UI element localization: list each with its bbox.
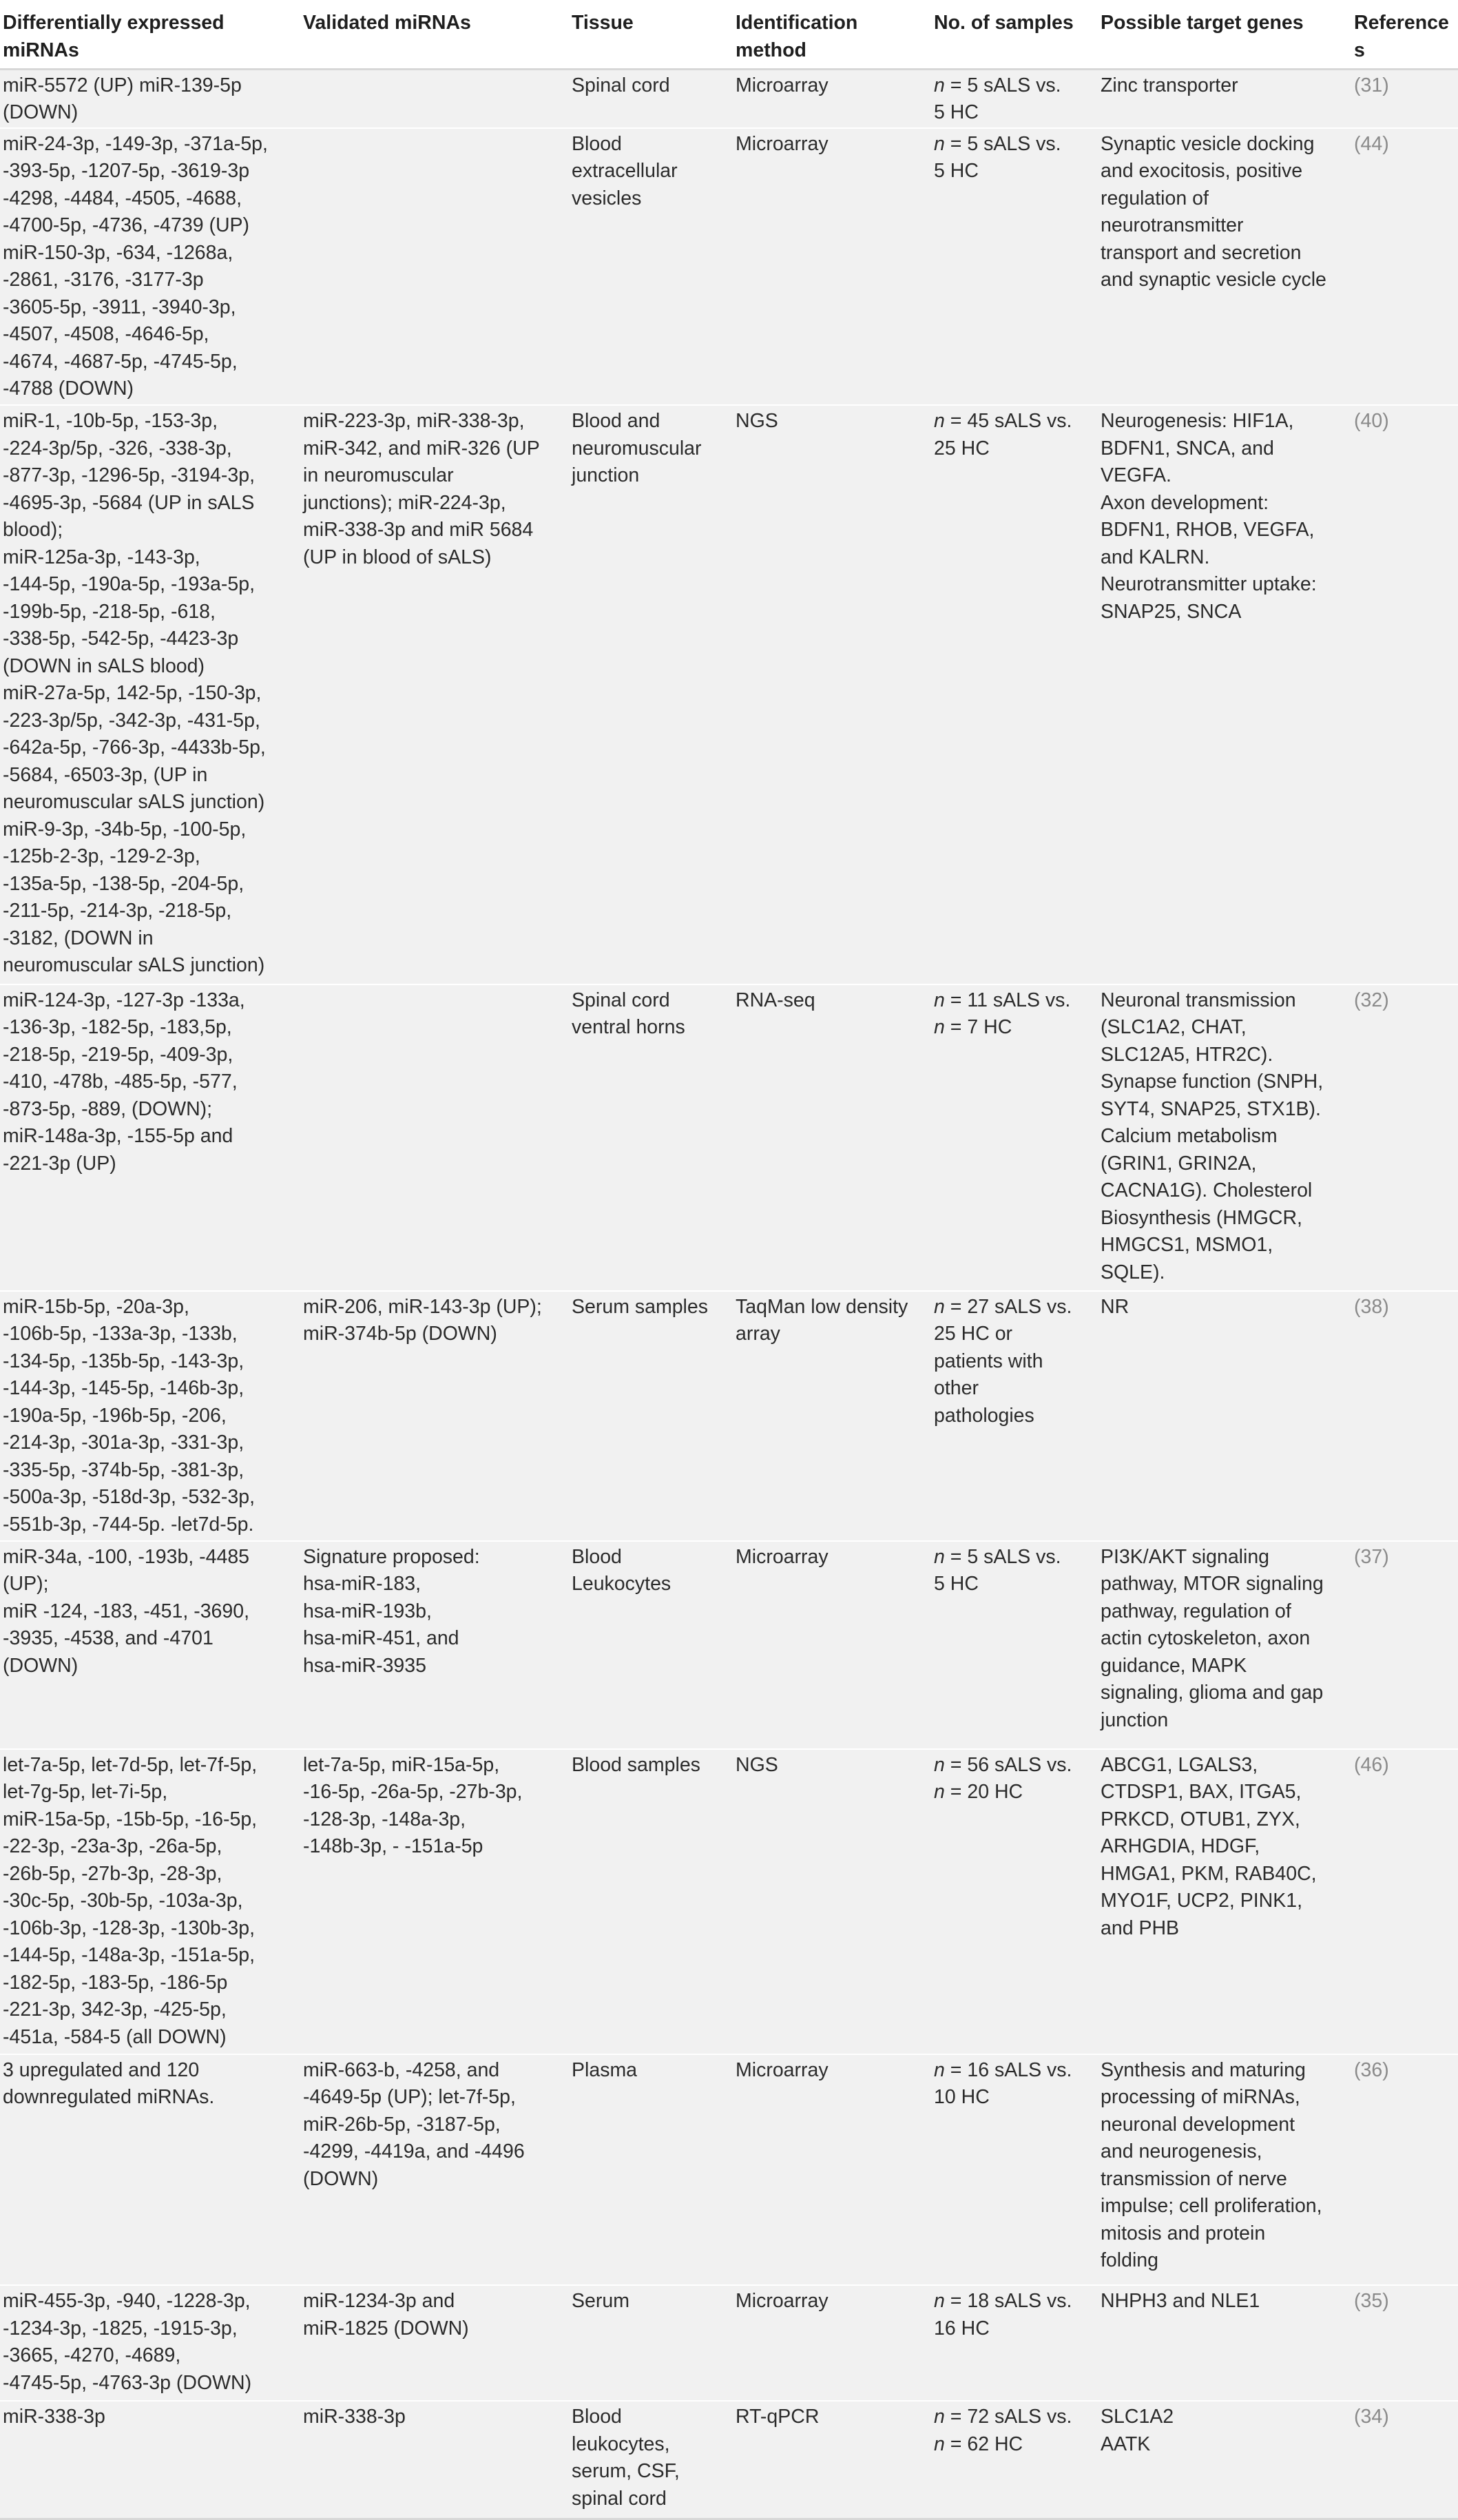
mirnas-cell: miR-15b-5p, -20a-3p, -106b-5p, -133a-3p, -133b, -134-5p, -135b-5p, -143-3p, -144-3p, -145-5p, -146b-3p, -190a-5p, -196b-5p, -206, -214-3p, -301a-3p, -331-3p, -335-5p, -374b-5p, -381-3p, -500a-3p, -518d-3p, -532-3p, -551b-3p, -744-5p. -let7d-5p. [0, 1291, 300, 1541]
table-row [0, 405, 1458, 984]
n-symbol: n [934, 74, 945, 96]
n-symbol: n [934, 2433, 945, 2455]
samples-cell [931, 1291, 1098, 1541]
reference-link[interactable]: (46) [1351, 1749, 1458, 2054]
samples-text: = 5 sALS vs. 5 HC [934, 132, 1061, 183]
table-row [0, 128, 1458, 406]
header-identification-method: Identification method [733, 0, 931, 69]
n-symbol: n [934, 2058, 945, 2081]
validated-cell: miR-338-3p [300, 2401, 569, 2519]
table-row [0, 2401, 1458, 2519]
validated-cell: miR-1234-3p and miR-1825 (DOWN) [300, 2285, 569, 2401]
validated-cell: miR-206, miR-143-3p (UP); miR-374b-5p (DOWN) [300, 1291, 569, 1541]
method-cell: Microarray [733, 1541, 931, 1749]
samples-text: = 27 sALS vs. 25 HC or patients with other pathologies [934, 1295, 1072, 1427]
mirnas-cell: miR-338-3p [0, 2401, 300, 2519]
n-symbol: n [934, 2406, 945, 2428]
table-row [0, 1291, 1458, 1541]
targets-cell: Neurogenesis: HIF1A, BDFN1, SNCA, and VEGFA. Axon development: BDFN1, RHOB, VEGFA, and KALRN. Neurotransmitter uptake: SNAP25, SNCA [1098, 405, 1351, 984]
table-row [0, 2285, 1458, 2401]
header-references: References [1351, 0, 1458, 69]
method-cell: NGS [733, 1749, 931, 2054]
mirnas-cell: miR-34a, -100, -193b, -4485 (UP); miR -124, -183, -451, -3690, -3935, -4538, and -4701 (DOWN) [0, 1541, 300, 1749]
n-symbol: n [934, 1545, 945, 1568]
reference-link[interactable]: (40) [1351, 405, 1458, 984]
validated-cell [300, 984, 569, 1291]
mirnas-cell: let-7a-5p, let-7d-5p, let-7f-5p, let-7g-5p, let-7i-5p, miR-15a-5p, -15b-5p, -16-5p, -22-3p, -23a-3p, -26a-5p, -26b-5p, -27b-3p, -28-3p, -30c-5p, -30b-5p, -103a-3p, -106b-3p, -128-3p, -130b-3p, -144-5p, -148a-3p, -151a-5p, -182-5p, -183-5p, -186-5p -221-3p, 342-3p, -425-5p, -451a, -584-5 (all DOWN) [0, 1749, 300, 2054]
header-differentially-expressed: Differentially expressed miRNAs [0, 0, 300, 69]
samples-cell [931, 405, 1098, 984]
mirnas-cell: miR-455-3p, -940, -1228-3p, -1234-3p, -1825, -1915-3p, -3665, -4270, -4689, -4745-5p, -4763-3p (DOWN) [0, 2285, 300, 2401]
samples-text: = 7 HC [944, 1016, 1012, 1039]
reference-link[interactable]: (36) [1351, 2054, 1458, 2285]
tissue-cell: Blood leukocytes, serum, CSF, spinal cord [569, 2401, 733, 2519]
tissue-cell: Spinal cord ventral horns [569, 984, 733, 1291]
table-row [0, 1749, 1458, 2054]
tissue-cell: Spinal cord [569, 69, 733, 128]
n-symbol: n [934, 989, 945, 1011]
samples-cell [931, 984, 1098, 1291]
method-cell: Microarray [733, 69, 931, 128]
n-symbol: n [934, 1016, 945, 1039]
validated-cell: miR-223-3p, miR-338-3p, miR-342, and miR-326 (UP in neuromuscular junctions); miR-224-3p, miR-338-3p and miR 5684 (UP in blood of sALS) [300, 405, 569, 984]
reference-link[interactable]: (34) [1351, 2401, 1458, 2519]
samples-cell [931, 2285, 1098, 2401]
samples-text: = 62 HC [944, 2433, 1023, 2455]
n-symbol: n [934, 2290, 945, 2313]
table-row [0, 984, 1458, 1291]
mirnas-cell: miR-1, -10b-5p, -153-3p, -224-3p/5p, -326, -338-3p, -877-3p, -1296-5p, -3194-3p, -4695-3p, -5684 (UP in sALS blood); miR-125a-3p, -143-3p, -144-5p, -190a-5p, -193a-5p, -199b-5p, -218-5p, -618, -338-5p, -542-5p, -4423-3p (DOWN in sALS blood) miR-27a-5p, 142-5p, -150-3p, -223-3p/5p, -342-3p, -431-5p, -642a-5p, -766-3p, -4433b-5p, -5684, -6503-3p, (UP in neuromuscular sALS junction) miR-9-3p, -34b-5p, -100-5p, -125b-2-3p, -129-2-3p, -135a-5p, -138-5p, -204-5p, -211-5p, -214-3p, -218-5p, -3182, (DOWN in neuromuscular sALS junction) [0, 405, 300, 984]
table-row [0, 1541, 1458, 1749]
samples-text: = 5 sALS vs. 5 HC [934, 74, 1061, 123]
table-row [0, 2054, 1458, 2285]
method-cell: Microarray [733, 2285, 931, 2401]
samples-text: = 18 sALS vs. 16 HC [934, 2290, 1072, 2340]
method-cell: RT-qPCR [733, 2401, 931, 2519]
table-body [0, 69, 1458, 2519]
reference-link[interactable]: (35) [1351, 2285, 1458, 2401]
tissue-cell: Blood samples [569, 1749, 733, 2054]
method-cell: Microarray [733, 2054, 931, 2285]
tissue-cell: Blood Leukocytes [569, 1541, 733, 1749]
targets-cell: Synaptic vesicle docking and exocitosis, positive regulation of neurotransmitter transport and secretion and synaptic vesicle cycle [1098, 128, 1351, 406]
n-symbol: n [934, 132, 945, 155]
method-cell: Microarray [733, 128, 931, 406]
reference-link[interactable]: (31) [1351, 69, 1458, 128]
tissue-cell: Blood extracellular vesicles [569, 128, 733, 406]
targets-cell: NHPH3 and NLE1 [1098, 2285, 1351, 2401]
samples-text: = 72 sALS vs. [950, 2406, 1072, 2428]
samples-cell [931, 128, 1098, 406]
samples-text: = 5 sALS vs. 5 HC [934, 1545, 1061, 1595]
samples-cell [931, 1541, 1098, 1749]
samples-cell [931, 1749, 1098, 2054]
n-symbol: n [934, 1753, 945, 1776]
mirnas-cell: 3 upregulated and 120 downregulated miRNAs. [0, 2054, 300, 2285]
targets-cell: Zinc transporter [1098, 69, 1351, 128]
header-tissue: Tissue [569, 0, 733, 69]
samples-cell [931, 69, 1098, 128]
samples-cell [931, 2054, 1098, 2285]
mirnas-cell: miR-24-3p, -149-3p, -371a-5p, -393-5p, -1207-5p, -3619-3p -4298, -4484, -4505, -4688, -4700-5p, -4736, -4739 (UP) miR-150-3p, -634, -1268a, -2861, -3176, -3177-3p -3605-5p, -3911, -3940-3p, -4507, -4508, -4646-5p, -4674, -4687-5p, -4745-5p, -4788 (DOWN) [0, 128, 300, 406]
reference-link[interactable]: (44) [1351, 128, 1458, 406]
reference-link[interactable]: (37) [1351, 1541, 1458, 1749]
samples-text: = 45 sALS vs. 25 HC [934, 410, 1072, 459]
samples-text: = 20 HC [944, 1781, 1023, 1804]
method-cell: NGS [733, 405, 931, 984]
reference-link[interactable]: (38) [1351, 1291, 1458, 1541]
header-no-of-samples: No. of samples [931, 0, 1098, 69]
samples-text: = 16 sALS vs. 10 HC [934, 2058, 1072, 2109]
targets-cell: Synthesis and maturing processing of miRNAs, neuronal development and neurogenesis, transmission of nerve impulse; cell proliferation, mitosis and protein folding [1098, 2054, 1351, 2285]
tissue-cell: Plasma [569, 2054, 733, 2285]
mirnas-cell: miR-124-3p, -127-3p -133a, -136-3p, -182-5p, -183,5p, -218-5p, -219-5p, -409-3p, -410, -478b, -485-5p, -577, -873-5p, -889, (DOWN); miR-148a-3p, -155-5p and -221-3p (UP) [0, 984, 300, 1291]
samples-text: = 11 sALS vs. [950, 989, 1071, 1011]
samples-text: = 56 sALS vs. [950, 1753, 1072, 1776]
validated-cell [300, 128, 569, 406]
table-header [0, 0, 1458, 69]
targets-cell: Neuronal transmission (SLC1A2, CHAT, SLC12A5, HTR2C). Synapse function (SNPH, SYT4, SNAP25, STX1B). Calcium metabolism (GRIN1, GRIN2A, CACNA1G). Cholesterol Biosynthesis (HMGCR, HMGCS1, MSMO1, SQLE). [1098, 984, 1351, 1291]
mirnas-cell: miR-5572 (UP) miR-139-5p (DOWN) [0, 69, 300, 128]
header-possible-target-genes: Possible target genes [1098, 0, 1351, 69]
header-validated: Validated miRNAs [300, 0, 569, 69]
n-symbol: n [934, 410, 945, 433]
method-cell: RNA-seq [733, 984, 931, 1291]
validated-cell: let-7a-5p, miR-15a-5p, -16-5p, -26a-5p, -27b-3p, -128-3p, -148a-3p, -148b-3p, - -151a-5p [300, 1749, 569, 2054]
validated-cell [300, 69, 569, 128]
method-cell: TaqMan low density array [733, 1291, 931, 1541]
targets-cell: NR [1098, 1291, 1351, 1541]
header-row [0, 0, 1458, 69]
validated-cell: miR-663-b, -4258, and -4649-5p (UP); let-7f-5p, miR-26b-5p, -3187-5p, -4299, -4419a, and -4496 (DOWN) [300, 2054, 569, 2285]
targets-cell: PI3K/AKT signaling pathway, MTOR signaling pathway, regulation of actin cytoskeleton, axon guidance, MAPK signaling, glioma and gap junction [1098, 1541, 1351, 1749]
validated-cell: Signature proposed: hsa-miR-183, hsa-miR-193b, hsa-miR-451, and hsa-miR-3935 [300, 1541, 569, 1749]
samples-cell [931, 2401, 1098, 2519]
targets-cell: ABCG1, LGALS3, CTDSP1, BAX, ITGA5, PRKCD, OTUB1, ZYX, ARHGDIA, HDGF, HMGA1, PKM, RAB40C, MYO1F, UCP2, PINK1, and PHB [1098, 1749, 1351, 2054]
targets-cell: SLC1A2 AATK [1098, 2401, 1351, 2519]
table-row [0, 69, 1458, 128]
tissue-cell: Serum samples [569, 1291, 733, 1541]
n-symbol: n [934, 1781, 945, 1804]
n-symbol: n [934, 1295, 945, 1318]
reference-link[interactable]: (32) [1351, 984, 1458, 1291]
tissue-cell: Serum [569, 2285, 733, 2401]
tissue-cell: Blood and neuromuscular junction [569, 405, 733, 984]
